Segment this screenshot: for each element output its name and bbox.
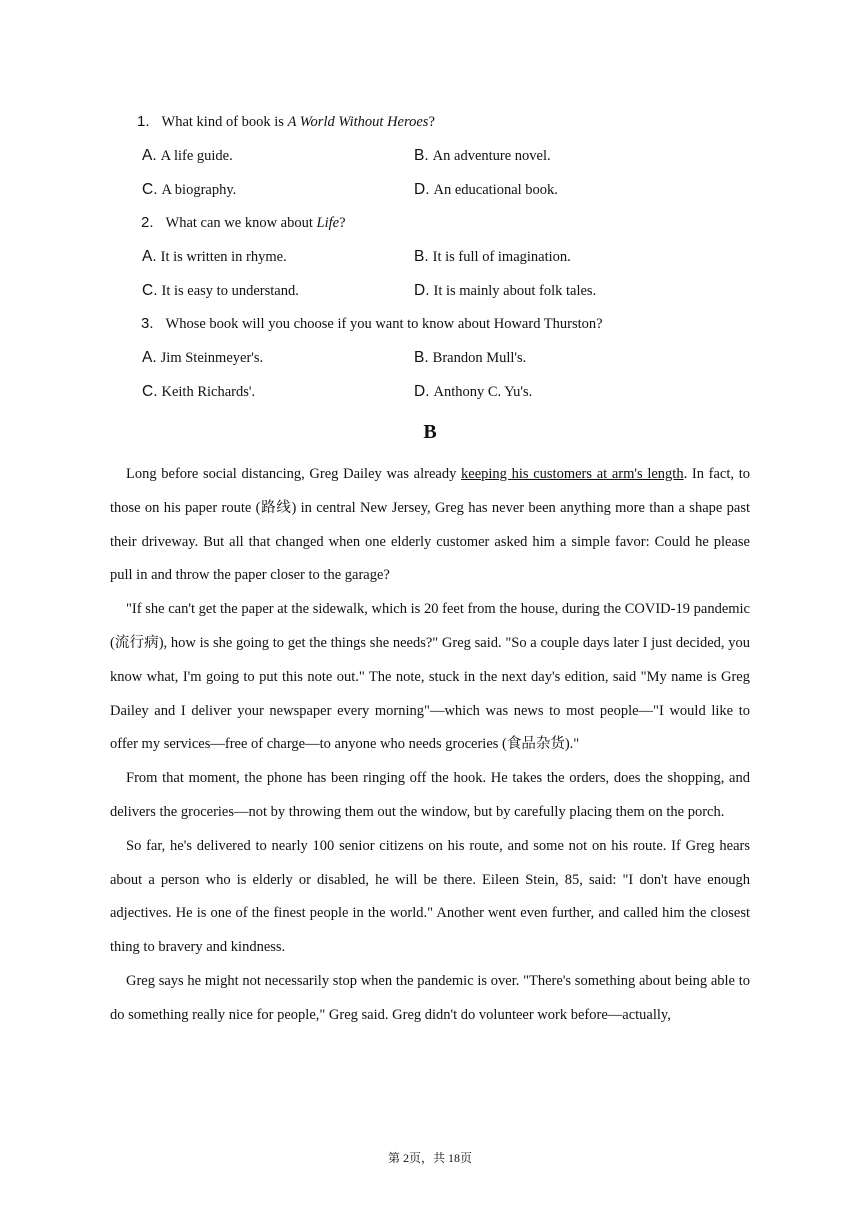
question-number: 3. (141, 315, 154, 332)
question-3-option-b: B. Brandon Mull's. (414, 349, 527, 366)
question-3-option-d: D. Anthony C. Yu's. (414, 383, 533, 400)
question-3-stem: 3. Whose book will you choose if you want to know about Howard Thurston? (141, 315, 603, 332)
question-2-option-b: B. It is full of imagination. (414, 248, 571, 265)
underlined-phrase: keeping his customers at arm's length (461, 466, 684, 482)
question-1-option-a: A. A life guide. (142, 147, 233, 164)
question-2-option-a: A. It is written in rhyme. (142, 248, 287, 265)
question-1-option-d: D. An educational book. (414, 181, 558, 198)
book-title: Life (316, 215, 340, 231)
question-2-option-d: D. It is mainly about folk tales. (414, 282, 597, 299)
section-title: B (423, 421, 437, 443)
passage-paragraph-5: Greg says he might not necessarily stop when the pandemic is over. "There's something about being able to do something really nice for people," Greg said. Greg didn't do volunteer work before—actually, (110, 972, 750, 1023)
question-3-option-a: A. Jim Steinmeyer's. (142, 349, 264, 366)
passage-paragraph-4: So far, he's delivered to nearly 100 senior citizens on his route, and some not on his route. If Greg hears about a person who is elderly or disabled, he will be there. Eileen Stein, 85, said: "I don't have enough adjectives. He is one of the finest people in the world." Another went even further, and called him the closest thing to bravery and kindness. (110, 837, 750, 956)
question-1-option-c: C. A biography. (142, 181, 237, 198)
reading-passage (110, 458, 750, 1033)
passage-paragraph-2: "If she can't get the paper at the sidewalk, which is 20 feet from the house, during the COVID-19 pandemic (流行病), how is she going to get the things she needs?" Greg said. "So a couple days later I just decided, you know what, I'm going to put this note out." The note, stuck in the next day's edition, said "My name is Greg Dailey and I deliver your newspaper every morning"—which was news to most people—"I would like to offer my services—free of charge—to anyone who needs groceries (食品杂货)." (110, 601, 750, 753)
question-2-stem: 2. What can we know about Life? (141, 214, 346, 231)
question-number: 1. (137, 113, 150, 130)
book-title: A World Without Heroes (287, 114, 429, 130)
question-3-option-c: C. Keith Richards'. (142, 383, 256, 400)
question-2-option-c: C. It is easy to understand. (142, 282, 299, 299)
question-number: 2. (141, 214, 154, 231)
passage-paragraph-3: From that moment, the phone has been ringing off the hook. He takes the orders, does the shopping, and delivers the groceries—not by throwing them out the window, but by carefully placing them on the porch. (110, 770, 750, 820)
passage-paragraph-1: Long before social distancing, Greg Dailey was already keeping his customers at arm's length. In fact, to those on his paper route (路线) in central New Jersey, Greg has never been anything more than a shape past their driveway. But all that changed when one elderly customer asked him a simple favor: Could he please pull in and throw the paper closer to the garage? (110, 466, 750, 584)
question-1-option-b: B. An adventure novel. (414, 147, 551, 164)
question-1-stem: 1. What kind of book is A World Without Heroes? (137, 113, 435, 130)
page-footer: 第 2页，共 18页 (387, 1151, 472, 1165)
